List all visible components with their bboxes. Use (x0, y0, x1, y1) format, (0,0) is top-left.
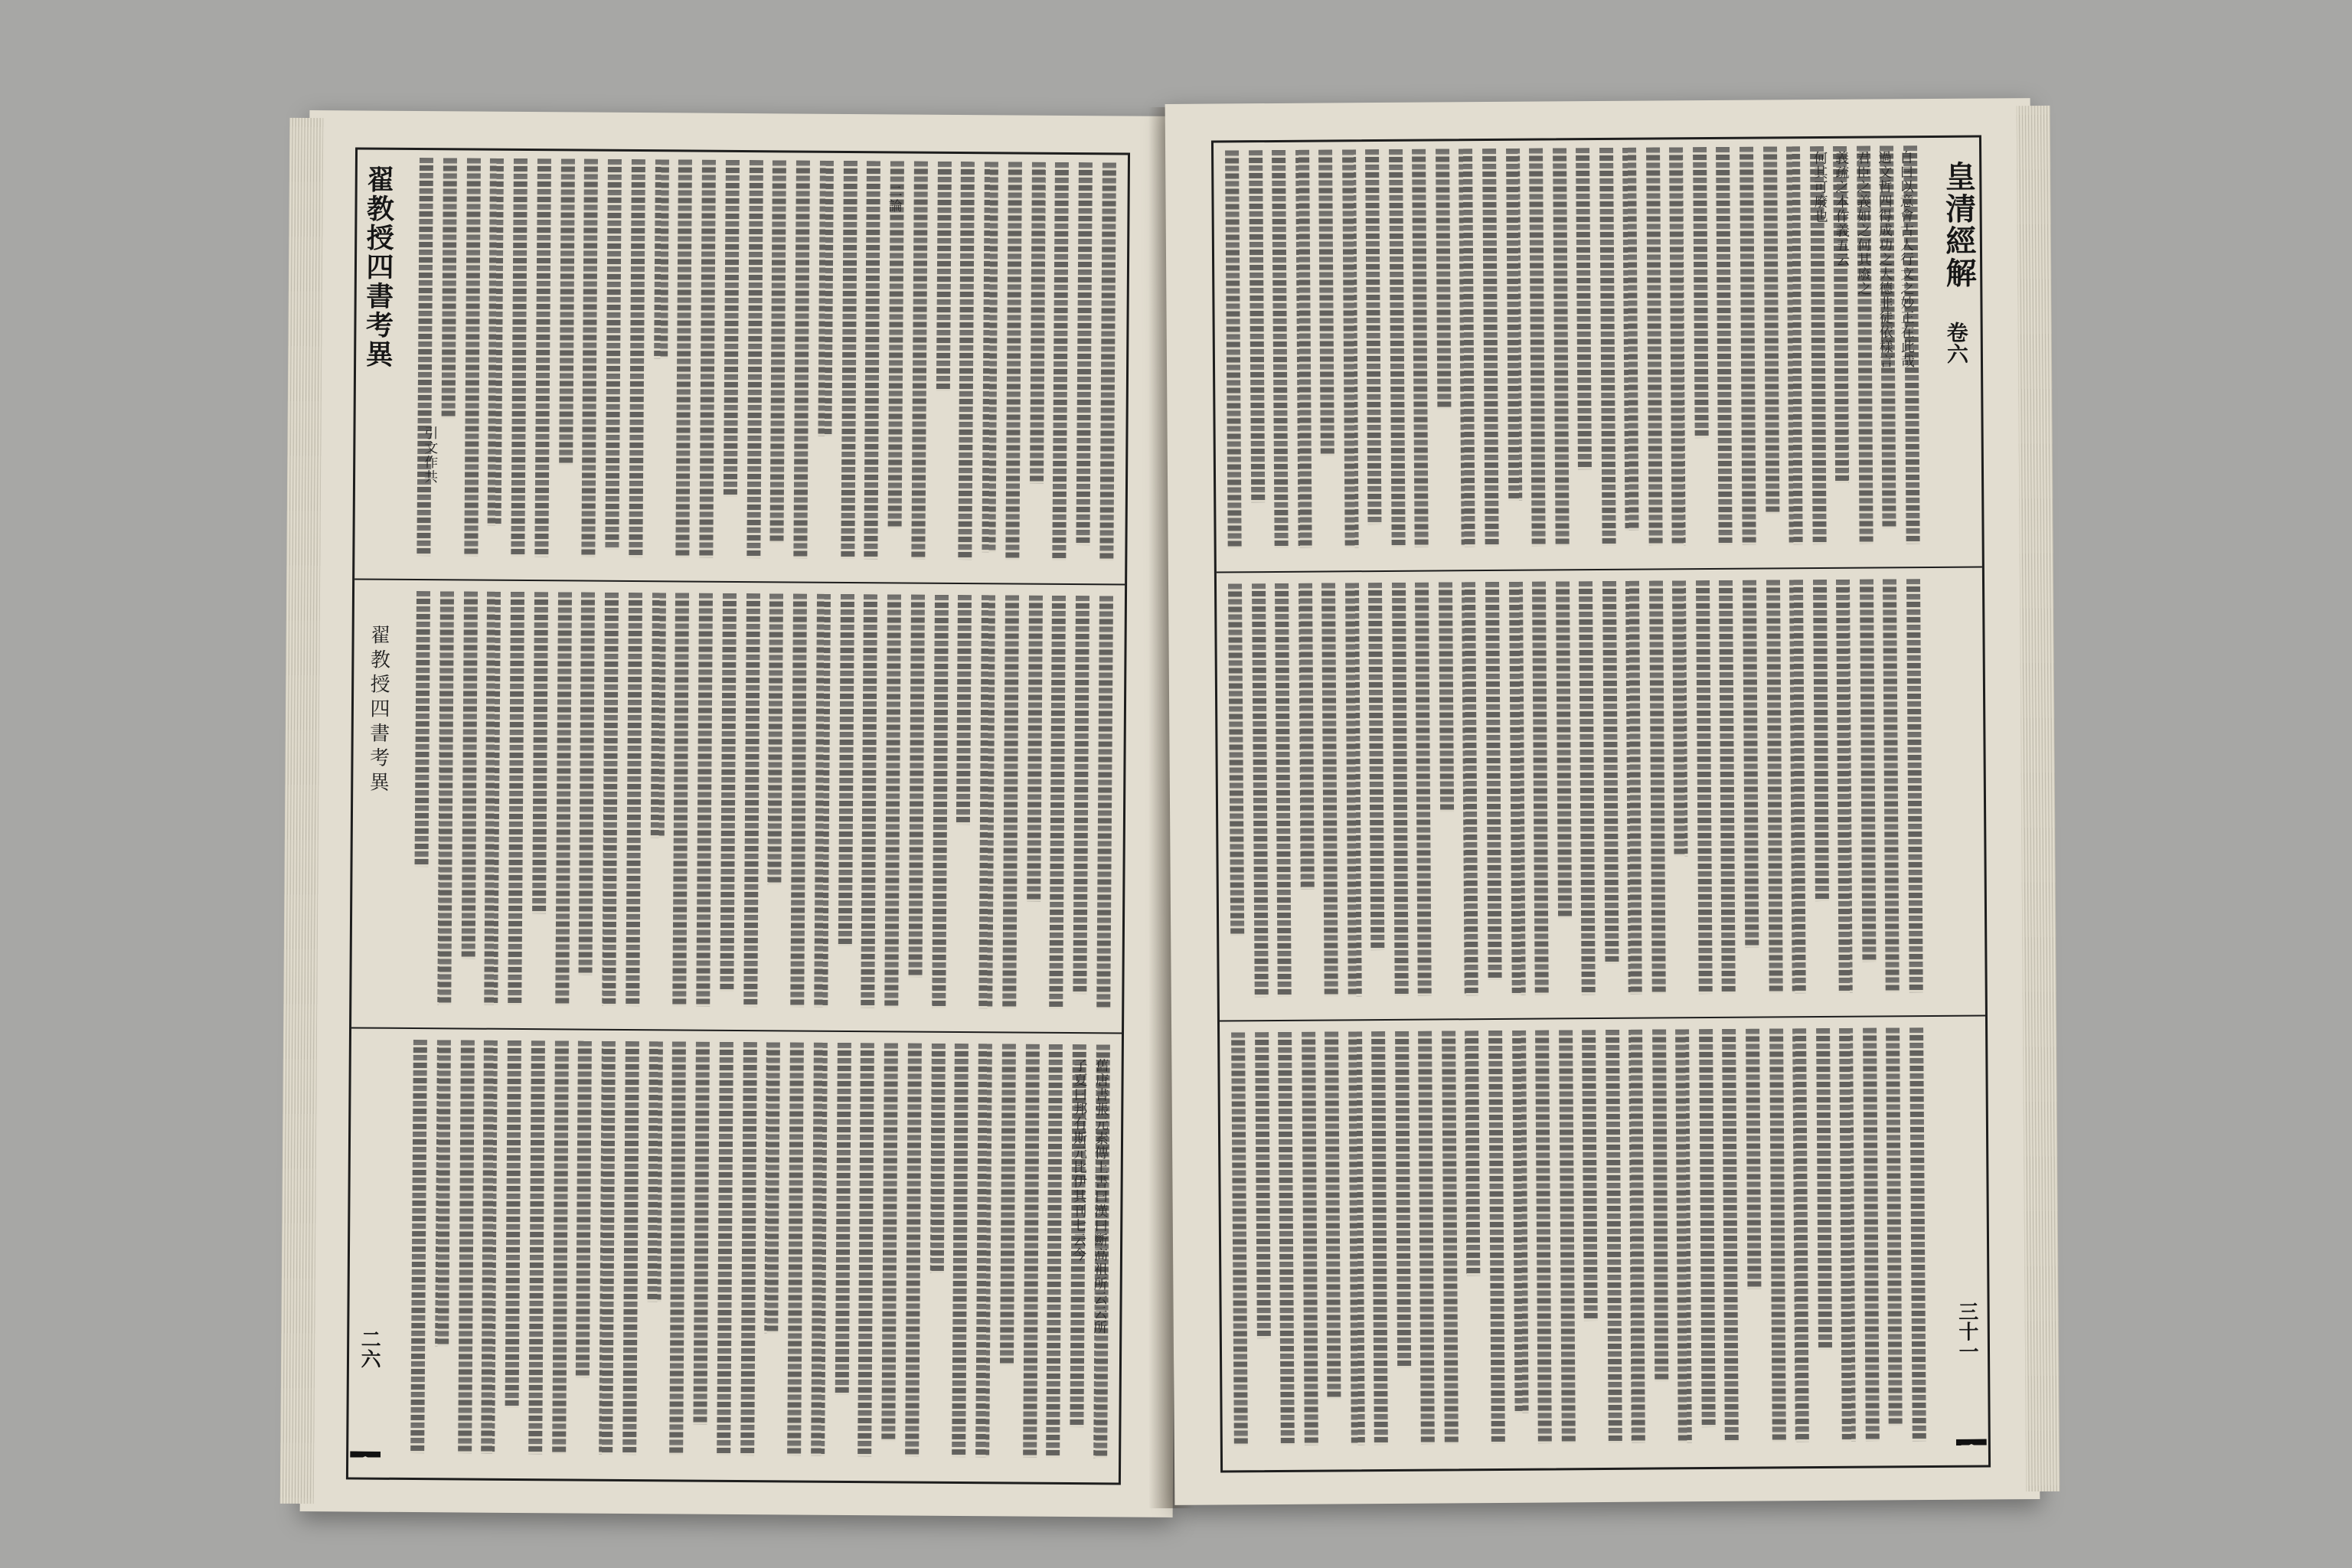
text-column (1812, 580, 1831, 1008)
text-column (1324, 1031, 1342, 1460)
text-column (928, 1044, 946, 1472)
text-column (907, 595, 926, 1024)
text-column (1555, 581, 1573, 1010)
right-sample-column-1: 自曰以意會古人行文之妙正在此哉 (1897, 150, 1916, 369)
text-column (1075, 162, 1093, 576)
text-column (1485, 582, 1503, 1011)
text-column (840, 161, 858, 574)
text-column (1552, 148, 1570, 561)
text-column (1045, 1044, 1063, 1473)
text-column (860, 594, 878, 1023)
text-column (554, 592, 573, 1021)
text-column (1435, 149, 1453, 562)
text-column (789, 593, 808, 1022)
right-page-number: 三十一 (1955, 1301, 1979, 1361)
text-column (1674, 1029, 1693, 1458)
text-column (436, 591, 455, 1020)
text-column (574, 1041, 593, 1470)
text-column (1578, 581, 1596, 1010)
text-column (1022, 1044, 1040, 1473)
text-column (834, 1043, 852, 1472)
right-volume-label: 卷六 (1943, 321, 1970, 364)
text-column (480, 1040, 498, 1469)
text-column (1648, 580, 1667, 1009)
text-column (857, 1043, 875, 1472)
text-column (1859, 580, 1877, 1008)
text-column (1459, 149, 1477, 562)
text-column (416, 158, 434, 571)
text-column (1668, 147, 1687, 560)
text-column (880, 1043, 899, 1472)
text-column (675, 159, 693, 573)
text-column (1602, 581, 1620, 1010)
text-column (786, 1042, 805, 1471)
text-column (1599, 148, 1617, 561)
text-column (904, 1044, 923, 1472)
text-column (1224, 150, 1243, 564)
text-column (975, 1044, 993, 1472)
text-column (1274, 583, 1292, 1012)
text-column (951, 1044, 969, 1472)
text-column (1414, 583, 1432, 1011)
text-column (1364, 149, 1383, 563)
text-column (1298, 583, 1316, 1012)
right-register-line-1 (1217, 567, 1982, 574)
text-column (1695, 580, 1713, 1009)
text-column (504, 1040, 522, 1469)
text-column (1815, 1028, 1834, 1457)
text-column (1481, 149, 1500, 562)
text-column (910, 162, 929, 575)
text-column (1461, 582, 1479, 1011)
left-page-frame (346, 147, 1130, 1485)
text-column (1531, 582, 1550, 1011)
text-column (1651, 1029, 1670, 1458)
text-column (766, 593, 784, 1022)
text-column (837, 594, 855, 1023)
text-column (1248, 150, 1266, 564)
text-column (1769, 1028, 1787, 1457)
text-column (1722, 1029, 1740, 1458)
text-column (931, 595, 949, 1024)
text-column (1605, 1030, 1623, 1459)
text-column (439, 158, 458, 571)
text-column (740, 1042, 758, 1471)
text-column (1271, 150, 1289, 564)
text-column (598, 1041, 616, 1470)
text-column (1628, 1030, 1646, 1459)
text-column (884, 594, 902, 1023)
text-column (628, 159, 646, 573)
text-column (1581, 1030, 1599, 1459)
text-column (1716, 147, 1734, 560)
left-sample-column-2: 子夏曰邦有斯元比伊其刊七云今 (1070, 1058, 1088, 1263)
text-column (1505, 149, 1524, 562)
text-column (1766, 580, 1784, 1008)
right-sample-column-5: 何其可廢也 (1811, 150, 1828, 224)
right-fishtail-mark (1956, 1439, 1987, 1452)
right-register-3-text (1230, 1027, 1927, 1461)
text-column (934, 162, 952, 575)
text-column (652, 159, 670, 573)
text-column (1348, 1031, 1366, 1460)
text-column (1441, 1031, 1459, 1459)
text-column (1785, 146, 1804, 560)
text-column (816, 161, 835, 574)
text-column (1318, 149, 1336, 563)
text-column (692, 1042, 710, 1471)
text-column (1028, 162, 1047, 576)
text-column (577, 593, 596, 1021)
left-section-caption: 翟教授四書考異 (366, 624, 390, 796)
left-page-number: 二六 (357, 1328, 381, 1369)
left-register-2-text (413, 591, 1114, 1024)
text-column (746, 160, 764, 573)
text-column (1072, 596, 1090, 1024)
text-column (978, 595, 996, 1024)
text-column (551, 1040, 570, 1469)
text-column (557, 158, 576, 572)
text-column (1528, 149, 1547, 562)
text-column (769, 160, 787, 573)
text-column (722, 160, 740, 573)
text-column (531, 592, 549, 1021)
text-column (763, 1042, 781, 1471)
text-column (483, 592, 501, 1021)
text-column (1906, 579, 1924, 1008)
text-column (1558, 1030, 1576, 1459)
right-series-title: 皇清經解 (1940, 160, 1978, 289)
text-column (1745, 1029, 1763, 1458)
text-column (1465, 1031, 1483, 1459)
text-column (1511, 1031, 1530, 1459)
text-column (1671, 580, 1690, 1009)
text-column (1417, 1031, 1436, 1460)
text-column (1344, 583, 1363, 1011)
text-column (510, 158, 528, 572)
text-column (1438, 582, 1456, 1011)
text-column (1388, 149, 1406, 563)
text-column (1025, 596, 1044, 1024)
text-column (668, 1041, 687, 1470)
text-column (1370, 1031, 1389, 1460)
left-register-line-2 (351, 1027, 1122, 1034)
text-column (460, 591, 479, 1020)
text-column (433, 1040, 452, 1468)
right-sample-column-4: 義疏之本作義五云 (1833, 150, 1851, 267)
text-column (1048, 596, 1067, 1024)
text-column (1909, 1027, 1927, 1456)
right-register-line-2 (1220, 1015, 1985, 1023)
text-column (813, 594, 831, 1023)
text-column (1051, 162, 1070, 576)
text-column (1692, 147, 1710, 560)
left-register-3-text (410, 1040, 1111, 1473)
text-column (1534, 1030, 1553, 1459)
text-column (645, 1041, 664, 1470)
text-column (1301, 1032, 1319, 1461)
text-column (695, 593, 714, 1022)
text-column (601, 593, 619, 1021)
text-column (1792, 1028, 1810, 1457)
text-column (1321, 583, 1339, 1011)
text-column (998, 1044, 1017, 1472)
text-column (1295, 150, 1313, 564)
text-column (648, 593, 667, 1021)
text-column (671, 593, 690, 1021)
text-column (792, 160, 811, 573)
text-column (1742, 580, 1760, 1009)
text-column (534, 158, 552, 572)
text-column (1645, 147, 1664, 560)
text-column (1230, 1032, 1249, 1461)
text-column (716, 1042, 734, 1471)
text-column (604, 159, 622, 573)
text-column (1622, 148, 1640, 561)
text-column (1341, 149, 1360, 563)
text-column (1394, 1031, 1413, 1460)
text-column (486, 158, 505, 572)
text-column (1739, 147, 1757, 560)
left-page (300, 110, 1183, 1517)
left-sample-column-4: 二論 (886, 184, 903, 214)
text-column (1885, 1027, 1903, 1456)
text-column (1367, 583, 1386, 1011)
text-column (1838, 1028, 1857, 1457)
text-column (1862, 1028, 1880, 1457)
text-column (957, 162, 975, 575)
text-column (719, 593, 737, 1022)
text-column (463, 158, 482, 571)
text-column (1488, 1031, 1506, 1459)
text-column (625, 593, 643, 1021)
left-register-line-1 (354, 578, 1125, 586)
left-fishtail-mark (350, 1451, 381, 1463)
text-column (457, 1040, 475, 1468)
text-column (1277, 1032, 1295, 1461)
left-sample-column-1: 舊唐書張元素傳上書曰漢曰斷高祖所云云所 (1091, 1058, 1109, 1335)
text-column (863, 161, 881, 574)
text-column (1096, 596, 1114, 1024)
text-column (1835, 580, 1854, 1008)
text-column (507, 592, 525, 1021)
text-column (1718, 580, 1736, 1009)
text-column (810, 1043, 828, 1472)
text-column (1391, 583, 1410, 1011)
text-column (1227, 583, 1246, 1012)
text-column (954, 595, 972, 1024)
text-column (413, 591, 431, 1020)
right-page (1165, 98, 2040, 1505)
left-register-1-text (416, 158, 1117, 576)
right-fore-edge (2017, 106, 2060, 1491)
text-column (1762, 146, 1781, 560)
text-column (1882, 579, 1900, 1008)
text-column (580, 159, 599, 573)
text-column (1698, 1029, 1717, 1458)
right-sample-column-3: 君臣之義如之何其廢之 (1854, 150, 1872, 296)
text-column (1625, 581, 1643, 1010)
text-column (1788, 580, 1807, 1008)
text-column (1411, 149, 1429, 563)
text-column (1004, 162, 1023, 575)
text-column (622, 1041, 640, 1470)
text-column (528, 1040, 546, 1469)
text-column (410, 1040, 428, 1468)
right-page-frame (1211, 136, 1991, 1473)
text-column (1575, 148, 1593, 561)
text-column (1508, 582, 1527, 1011)
left-running-head: 翟教授四書考異 (361, 165, 395, 369)
text-column (743, 593, 761, 1022)
text-column (1254, 1032, 1272, 1461)
text-column (1251, 583, 1269, 1012)
right-sample-column-2: 過文哲四得成功之大德非徒依樣言 (1876, 150, 1894, 369)
text-column (1001, 595, 1020, 1024)
right-register-2-text (1227, 579, 1924, 1012)
left-fore-edge (280, 118, 324, 1504)
text-column (1099, 162, 1117, 576)
text-column (981, 162, 999, 575)
text-column (698, 160, 717, 573)
left-sample-column-3: 引文作共 (421, 426, 439, 485)
